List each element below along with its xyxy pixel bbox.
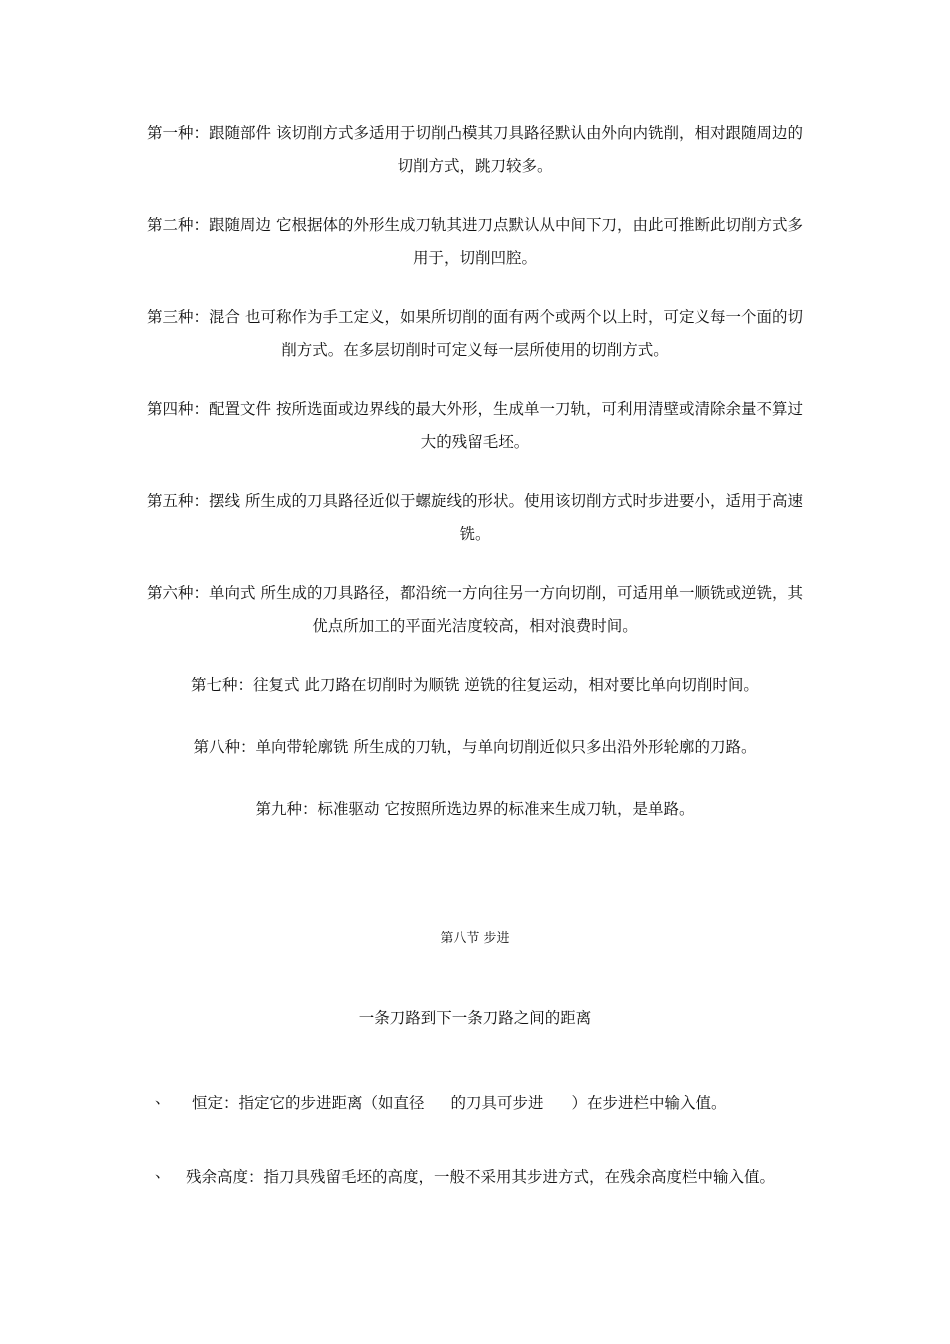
method-description: 此刀路在切削时为顺铣 逆铣的往复运动，相对要比单向切削时间。 <box>304 676 759 694</box>
method-label: 第七种：往复式 <box>191 676 300 694</box>
method-paragraph-6 <box>140 577 810 643</box>
bullet-mark: 、 <box>155 1089 171 1107</box>
bullet-constant <box>192 1091 727 1113</box>
method-label: 第五种：摆线 <box>147 492 241 510</box>
method-label: 第六种：单向式 <box>147 584 256 602</box>
method-label: 第一种：跟随部件 <box>147 124 272 142</box>
method-label: 第四种：配置文件 <box>147 400 272 418</box>
method-label: 第三种：混合 <box>147 308 241 326</box>
bullet-text: ）在步进栏中输入值。 <box>571 1094 727 1112</box>
bullet-scallop-height <box>186 1165 775 1187</box>
method-paragraph-8 <box>140 731 810 764</box>
bullet-text: 指刀具残留毛坯的高度，一般不采用其步进方式，在残余高度栏中输入值。 <box>263 1168 776 1186</box>
method-description: 该切削方式多适用于切削凸模其刀具路径默认由外向内铣削，相对跟随周边的切削方式，跳刀较多。 <box>275 124 803 175</box>
method-paragraph-4 <box>140 393 810 459</box>
method-description: 它按照所选边界的标准来生成刀轨，是单路。 <box>384 800 695 818</box>
method-description: 它根据体的外形生成刀轨其进刀点默认从中间下刀，由此可推断此切削方式多用于，切削凹腔。 <box>275 216 803 267</box>
method-paragraph-5 <box>140 485 810 551</box>
method-paragraph-2 <box>140 209 810 275</box>
method-description: 所生成的刀具路径近似于螺旋线的形状。使用该切削方式时步进要小，适用于高速铣。 <box>244 492 803 543</box>
section-heading: 第八节 步进 <box>440 931 510 946</box>
step-definition: 一条刀路到下一条刀路之间的距离 <box>358 1009 592 1027</box>
method-label: 第八种：单向带轮廓铣 <box>193 738 349 756</box>
method-paragraph-3 <box>140 301 810 367</box>
method-paragraph-7 <box>140 669 810 702</box>
method-description: 也可称作为手工定义，如果所切削的面有两个或两个以上时，可定义每一个面的切削方式。在多层切削时可定义每一层所使用的切削方式。 <box>244 308 803 359</box>
method-description: 所生成的刀具路径，都沿统一方向往另一方向切削，可适用单一顺铣或逆铣，其优点所加工的平面光洁度较高，相对浪费时间。 <box>260 584 803 635</box>
bullet-mark: 、 <box>155 1163 171 1181</box>
bullet-text: 指定它的步进距离（如直径 <box>238 1094 425 1112</box>
method-label: 第二种：跟随周边 <box>147 216 272 234</box>
method-paragraph-1 <box>140 117 810 183</box>
bullet-label: 恒定： <box>192 1094 239 1112</box>
method-label: 第九种：标准驱动 <box>255 800 380 818</box>
bullet-label: 残余高度： <box>186 1168 264 1186</box>
method-description: 所生成的刀轨，与单向切削近似只多出沿外形轮廓的刀路。 <box>353 738 757 756</box>
bullet-text: 的刀具可步进 <box>450 1094 544 1112</box>
method-paragraph-9 <box>140 793 810 826</box>
method-description: 按所选面或边界线的最大外形，生成单一刀轨，可利用清壁或清除余量不算过大的残留毛坯。 <box>275 400 803 451</box>
